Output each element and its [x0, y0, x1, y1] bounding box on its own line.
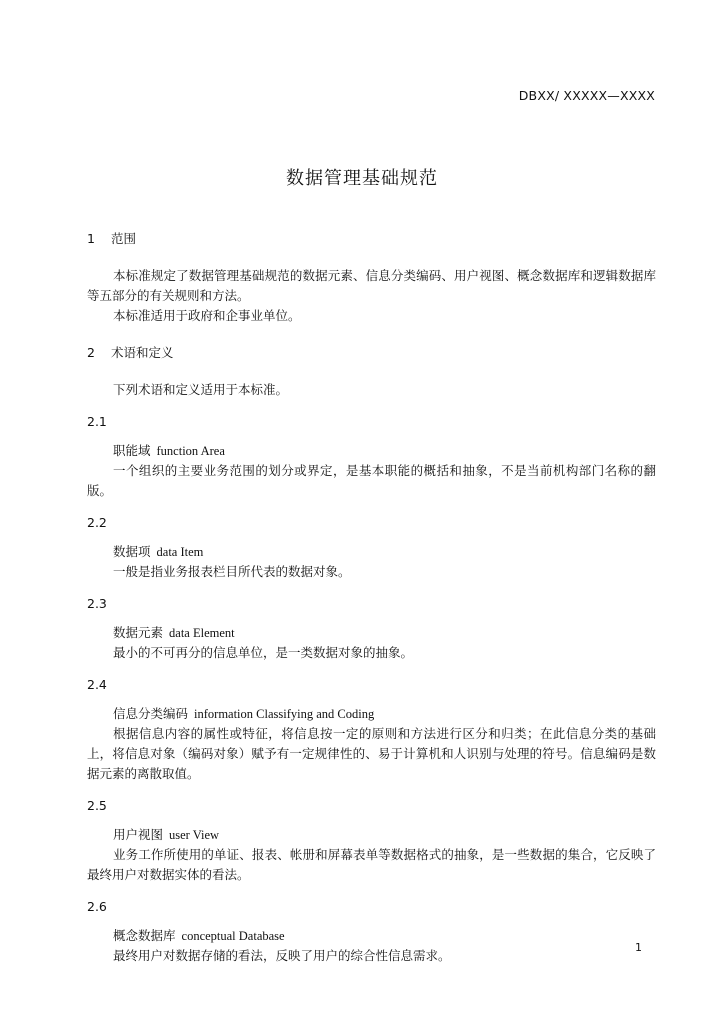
term-name	[87, 441, 656, 461]
section-number: 2	[87, 345, 95, 360]
term-definition: 最小的不可再分的信息单位，是一类数据对象的抽象。	[113, 645, 414, 660]
term-zh: 用户视图	[113, 827, 164, 842]
term-en: data Element	[169, 626, 235, 640]
term-number: 2.4	[87, 677, 107, 692]
page-number: 1	[635, 941, 642, 954]
document-title: 数据管理基础规范	[286, 168, 438, 189]
term-name	[87, 704, 656, 724]
term-en: data Item	[156, 545, 204, 559]
term-zh: 数据项	[113, 544, 151, 559]
paragraph: 本标准适用于政府和企事业单位。	[113, 308, 301, 323]
section-title: 术语和定义	[110, 345, 174, 360]
term-en: information Classifying and Coding	[194, 707, 375, 721]
term-number: 2.5	[87, 798, 107, 813]
term-en: function Area	[156, 444, 225, 458]
term-definition: 根据信息内容的属性或特征，将信息按一定的原则和方法进行区分和归类；在此信息分类的基础上，将信息对象（编码对象）赋予有一定规律性的、易于计算机和人识别与处理的符号。信息编码是数据元素的离散取值。	[87, 726, 656, 781]
document-code: DBXX/ XXXXX—XXXX	[518, 88, 655, 103]
term-name	[87, 926, 656, 946]
document-body	[87, 229, 656, 966]
term-definition: 最终用户对数据存储的看法，反映了用户的综合性信息需求。	[113, 948, 451, 963]
paragraph: 下列术语和定义适用于本标准。	[113, 382, 289, 397]
term-definition: 一般是指业务报表栏目所代表的数据对象。	[113, 564, 351, 579]
term-number: 2.6	[87, 899, 107, 914]
term-number: 2.2	[87, 515, 107, 530]
term-definition: 一个组织的主要业务范围的划分或界定，是基本职能的概括和抽象，不是当前机构部门名称的翻版。	[87, 463, 656, 498]
section-heading	[87, 229, 656, 249]
term-definition: 业务工作所使用的单证、报表、帐册和屏幕表单等数据格式的抽象，是一些数据的集合，它反映了最终用户对数据实体的看法。	[87, 847, 656, 882]
term-zh: 数据元素	[113, 625, 164, 640]
term-name	[87, 825, 656, 845]
paragraph: 本标准规定了数据管理基础规范的数据元素、信息分类编码、用户视图、概念数据库和逻辑数据库等五部分的有关规则和方法。	[87, 268, 656, 303]
term-en: conceptual Database	[181, 929, 285, 943]
term-number: 2.1	[87, 414, 107, 429]
term-zh: 概念数据库	[113, 928, 176, 943]
section-title: 范围	[110, 231, 136, 246]
term-zh: 信息分类编码	[113, 706, 189, 721]
section-number: 1	[87, 231, 95, 246]
term-name	[87, 623, 656, 643]
term-name	[87, 542, 656, 562]
term-number: 2.3	[87, 596, 107, 611]
term-zh: 职能域	[113, 443, 151, 458]
section-heading	[87, 343, 656, 363]
term-en: user View	[169, 828, 220, 842]
